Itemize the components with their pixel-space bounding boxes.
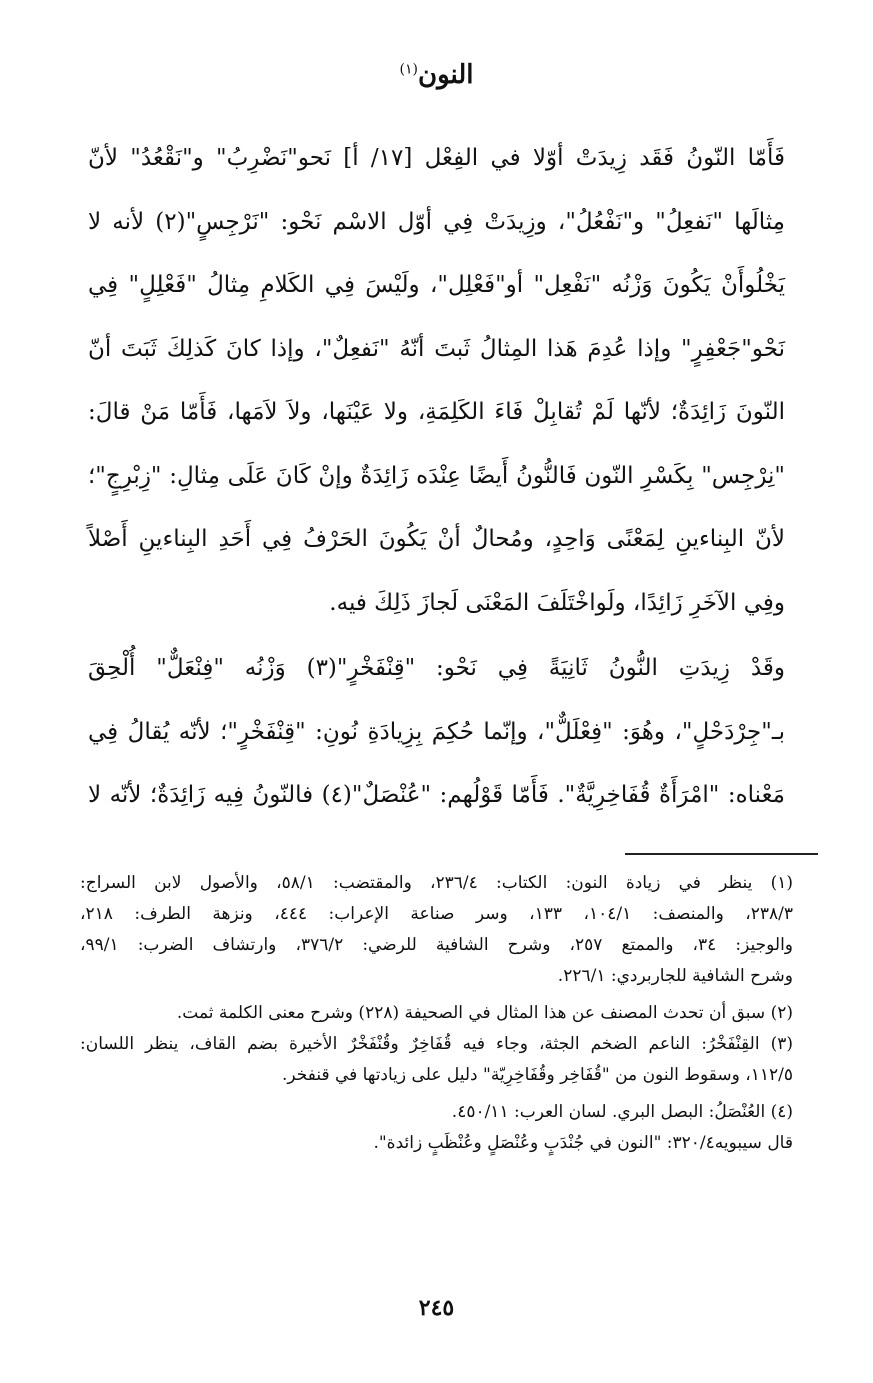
paragraph-1 <box>88 127 785 635</box>
text-line: النّونَ زَائِدَةٌ؛ لأنّها لَمْ تُقابِلْ فَاءَ الكَلِمَةِ، ولا عَيْنَها، ولاَ لاَمَها، فَأَمّا مَنْ قالَ: <box>88 399 785 425</box>
footnote-2 <box>80 998 793 1029</box>
text-line: مِثالَها "نَفعِلُ" و"نَفْعُلُ"، وزِيدَتْ فِي أوّل الاسْم نَحْو: "نَرْجِسٍ"(٢) لأنه لا <box>88 208 786 235</box>
text-line: وقَدْ زِيدَتِ النُّونُ ثَانِيَةً فِي نَحْو: "قِنْفَخْرٍ"(٣) وَزْنُه "فِنْعَلٌّ" أُلْحِقَ <box>88 655 786 681</box>
footnote-line: وشرح الشافية للجاربردي: ٢٢٦/١. <box>557 966 793 986</box>
text-line: يَخْلُوأَنْ يَكُونَ وَزْنُه "نَفْعِل" أو"فَعْلِل"، ولَيْسَ فِي الكَلامِ مِثالُ "فَعْلِلٍ" فِي <box>88 272 785 298</box>
footnotes <box>80 868 793 1159</box>
text-line: بـ"جِرْدَحْلٍ"، وهُوَ: "فِعْلَلٌّ"، وإنّما حُكِمَ بِزِيادَةِ نُونِ: "قِنْفَخْرٍ"؛ لأنّه يُقالُ فِي <box>88 718 785 745</box>
footnote-4 <box>80 1097 793 1159</box>
footnote-line: والوجيز: ٣٤، والممتع ٢٥٧، وشرح الشافية للرضي: ٣٧٦/٢، وارتشاف الضرب: ٩٩/١، <box>80 935 794 955</box>
footnote-line: ٢٣٨/٣، والمنصف: ١٠٤/١، ١٣٣، وسر صناعة الإعراب: ٤٤٤، ونزهة الطرف: ٢١٨، <box>80 904 793 924</box>
title-text: النون <box>417 60 474 90</box>
text-line: "نِرْجِس" بِكَسْرِ النّون فَالنُّونُ أَيضًا عِنْدَه زَائِدَةٌ وإنْ كَانَ عَلَى مِثالِ: "زِبْرِجٍ"؛ <box>88 462 785 489</box>
footnote-line: ١١٢/٥، وسقوط النون من "قُفَاخِر وقُفَاخِرِيّة" دليل على زيادتها في قنفخر. <box>281 1065 793 1085</box>
footnote-line: قال سيبويه٣٢٠/٤: "النون في جُنْدَبٍ وعُنْصَلٍ وعُنْظَبٍ زائدة". <box>373 1133 793 1153</box>
title-note-marker: (١) <box>399 61 418 78</box>
text-line: لأنّ البِناءينِ لِمَعْنًى وَاحِدٍ، ومُحالٌ أنْ يَكُونَ الحَرْفُ فِي أَحَدِ البِناءينِ أَصْلاً <box>88 526 785 552</box>
page-number: ٢٤٥ <box>418 1295 455 1321</box>
paragraph-2 <box>88 637 785 828</box>
text-line: فَأَمّا النّونُ فَقَد زِيدَتْ أوّلا في الفِعْل [١٧/ أ] نَحو"نَضْرِبُ" و"نَقْعُدُ" لأنّ <box>88 145 785 171</box>
footnote-3 <box>80 1029 793 1091</box>
text-line: مَعْناه: "امْرَأَةٌ قُفَاخِرِيَّةٌ". فَأَمّا قَوْلُهم: "عُنْصَلٌ"(٤) فالنّونُ فِيه زَائِدَةٌ؛ لأنّه لا <box>88 782 785 808</box>
footnote-line: (٤) العُنْصَلُ: البصل البري. لسان العرب: ٤٥٠/١١. <box>451 1102 793 1122</box>
page-title <box>0 60 873 90</box>
text-line: وفِي الآخَرِ زَائِدًا، ولَواخْتَلَفَ المَعْنَى لَجازَ ذَلِكَ فيه. <box>329 589 785 616</box>
footnote-line: (٢) سبق أن تحدث المصنف عن هذا المثال في الصحيفة (٢٢٨) وشرح معنى الكلمة ثمت. <box>176 1003 793 1023</box>
footnote-separator <box>625 853 818 855</box>
footnote-line: (٣) القِنْفَخْرُ: الناعم الضخم الجثة، وجاء فيه قُفَاخِرٌ وقُنْفَخْرٌ الأخيرة بضم القاف، ينظر اللسان: <box>80 1034 793 1054</box>
text-line: نَحْو"جَعْفِرٍ" وإذا عُدِمَ هَذا المِثالُ ثَبتَ أنّهُ "نَفعِلٌ"، وإذا كانَ كَذلِكَ ثَبَتَ أنّ <box>88 335 785 362</box>
footnote-line: (١) ينظر في زيادة النون: الكتاب: ٢٣٦/٤، والمقتضب: ٥٨/١، والأصول لابن السراج: <box>80 873 793 893</box>
footnote-1 <box>80 868 793 992</box>
